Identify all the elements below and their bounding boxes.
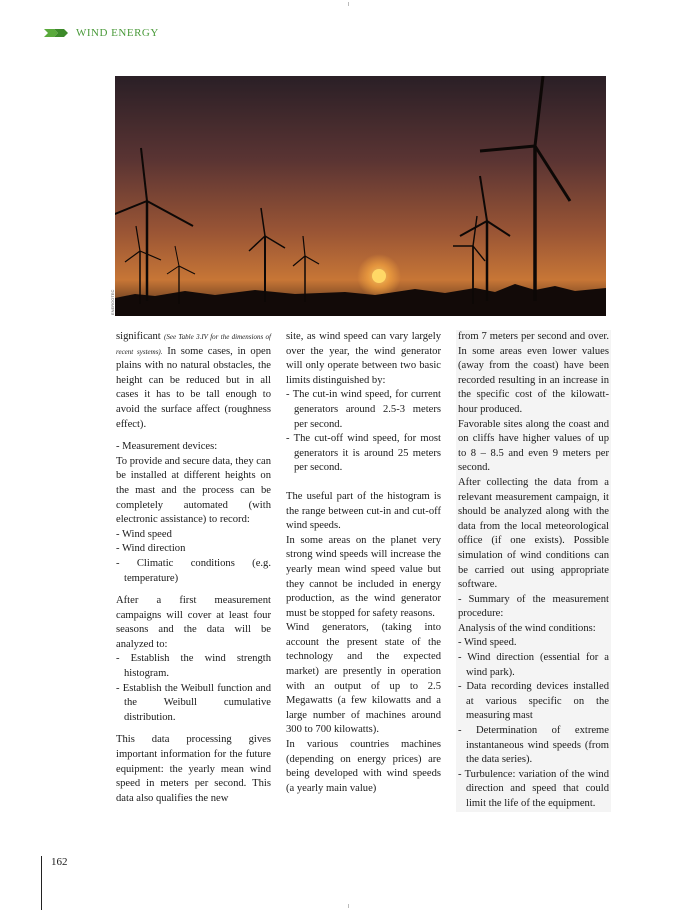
list-item: - Establish the Weibull function and the Weibull cumulative distribution. [116,682,271,723]
list-item: - Climatic conditions (e.g. temperature) [116,557,271,584]
list-item: - Wind speed [116,528,172,540]
list-item: - Wind direction [116,543,186,555]
page-number: 162 [51,856,68,868]
paragraph: The useful part of the histogram is the range between cut-in and cut-off wind speeds. [286,490,441,532]
list-item: - Wind speed. [458,637,517,649]
crop-mark [348,2,349,6]
bullet-list [458,636,609,811]
paragraph: Analysis of the wind conditions: [458,622,596,634]
paragraph: Favorable sites along the coast and on cliffs have higher values of up to 8 – 8.5 and even 9 meters per second. [458,418,609,474]
paragraph: In various countries machines (depending on energy prices) are being developed with wind speeds (a yearly main value) [286,739,441,794]
paragraph: significant (See Table 3.IV for the dimensions of recent systems). In some cases, in open plains with no natural obstacles, the height can be reduced but in all cases it has to be tall enough to avoid the surface affect (roughness effect). [116,331,271,430]
wind-turbine-sunset-photo [115,76,606,316]
page-header [44,25,159,41]
page-margin-rule [41,856,42,910]
table-reference-note: (See Table 3.IV for the dimensions of recent systems). [116,333,271,356]
list-item: - Turbulence: variation of the wind direction and speed that could limit the life of the equipment. [458,768,609,809]
subheading-measurement-devices: - Measurement devices: [116,441,218,453]
list-item: - Determination of extreme instantaneous wind speeds (from the data series). [458,725,609,766]
paragraph: Wind generators, (taking into account the present state of the technology and the expected market) are presently in operation with an output of up to 2.5 Megawatts (a few kilowatts and a large number of machines around 300 to 700 kilowatts). [286,622,441,736]
text-column-2 [286,330,441,796]
list-item: - The cut-off wind speed, for most generators it is around 25 meters per second. [286,433,441,474]
photo-credit: ENERGOTEC [110,289,115,315]
subheading-summary: - Summary of the measurement procedure: [458,593,609,620]
bullet-list [286,388,441,476]
crop-mark [348,904,349,908]
list-item: - Data recording devices installed at various specific on the measuring mast [458,681,609,722]
bullet-list [116,652,271,725]
section-title: WIND ENERGY [76,27,159,39]
paragraph: site, as wind speed can vary largely over the year, the wind generator will only operate between two basic limits distinguished by: [286,331,441,386]
paragraph: This data processing gives important information for the future equipment: the yearly mean wind speed in meters per second. This data also qualifies the new [116,734,271,804]
list-item: - Wind direction (essential for a wind park). [458,652,609,678]
text-column-3 [456,330,611,812]
paragraph: from 7 meters per second and over. In some areas even lower values (away from the coast) have been recorded resulting in an increase in the specific cost of the kilowatt-hour produced. [458,331,609,415]
bullet-list [116,528,271,586]
paragraph: After collecting the data from a relevant measurement campaign, it should be analyzed along with the data from the local meteorological office (if one exists). Possible simulation of wind conditions can be carried out using appropriate software. [458,476,609,591]
list-item: - The cut-in wind speed, for current generators around 2.5-3 meters per second. [286,389,441,430]
list-item: - Establish the wind strength histogram. [116,653,271,680]
paragraph: After a first measurement campaigns will cover at least four seasons and the data will be analyzed to: [116,595,271,650]
paragraph: In some areas on the planet very strong wind speeds will increase the yearly mean wind speed value but they cannot be included in energy production, as the wind generator must be stopped for safety reasons. [286,534,441,619]
text-column-1 [116,330,271,814]
double-arrow-icon [44,27,70,39]
paragraph: To provide and secure data, they can be installed at different heights on the mast and the process can be completely automated (with electronic assistance) to record: [116,455,271,526]
